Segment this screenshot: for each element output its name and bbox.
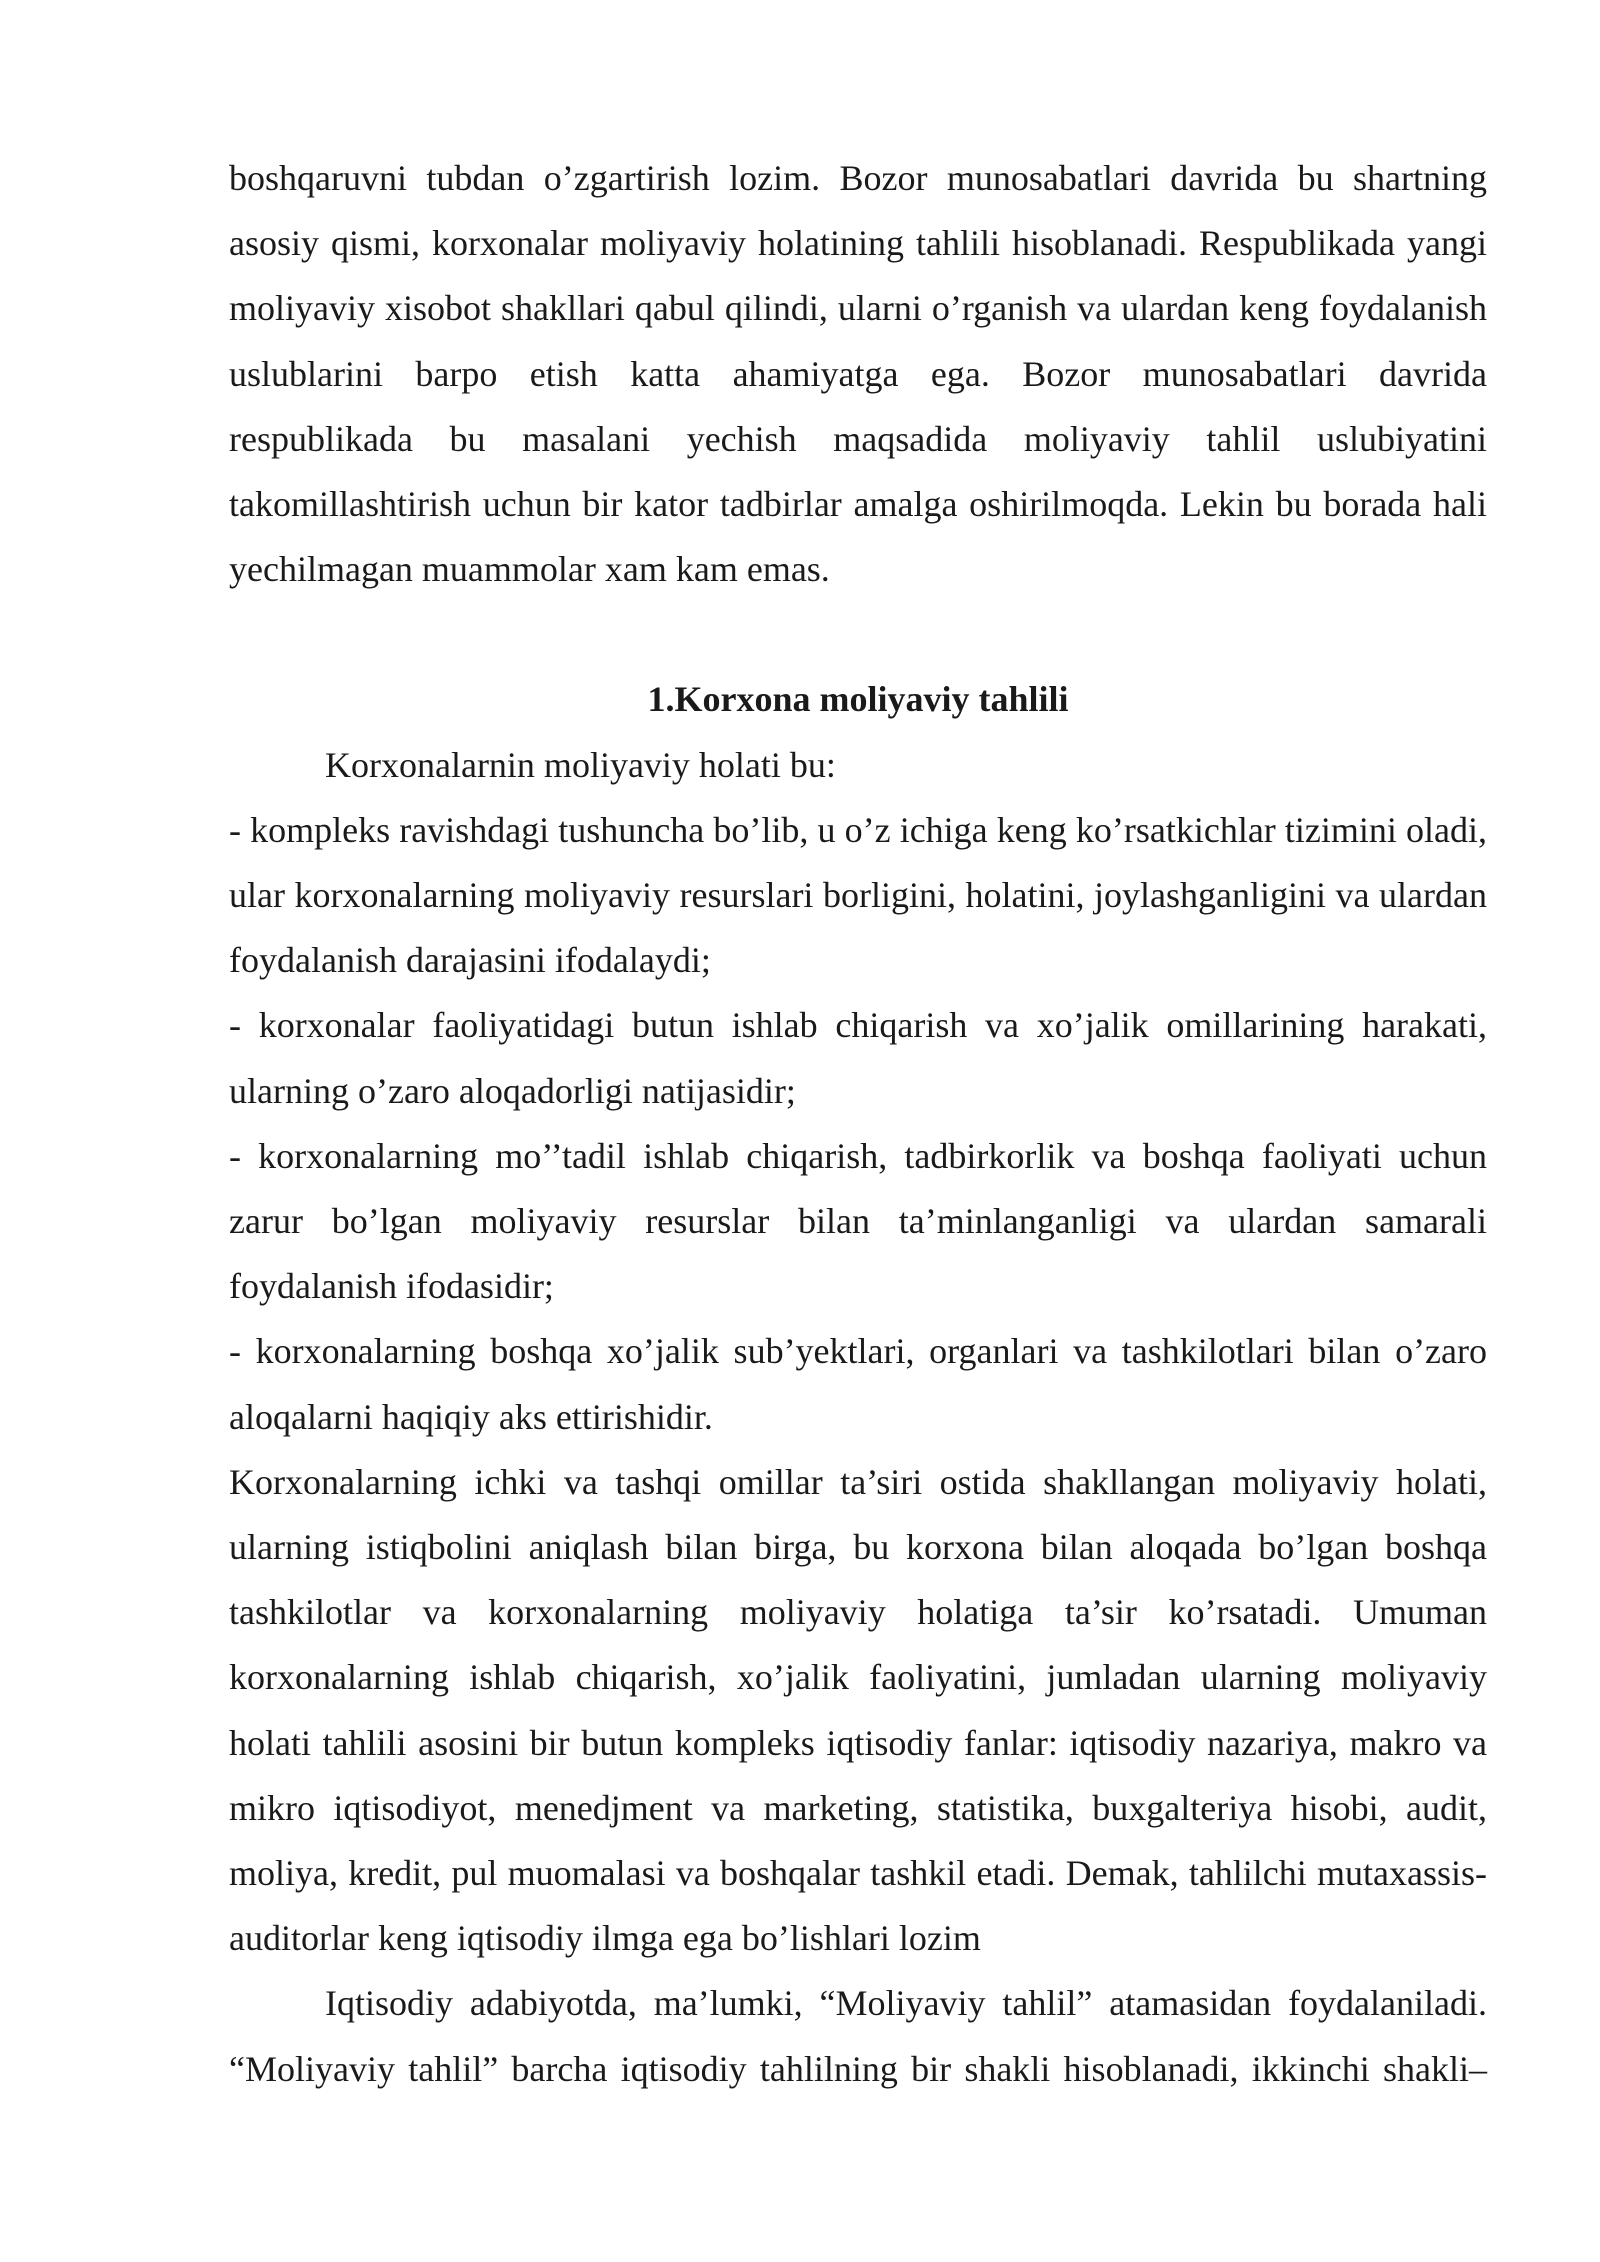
list-item: - korxonalar faoliyatidagi butun ishlab chiqarish va xo’jalik omillarining harakati, ularning o’zaro aloqadorligi natijasidir; [229,1005,1487,1111]
definition-intro: Korxonalarnin moliyaviy holati bu: [325,744,836,785]
final-paragraph: Iqtisodiy adabiyotda, ma’lumki, “Moliyaviy tahlil” atamasidan foydalaniladi. “Moliyaviy tahlil” barcha iqtisodiy tahlilning bir shakli hisoblanadi, ikkinchi shakli– [229,1983,1487,2089]
section-heading: 1.Korxona moliyaviy tahlili [647,679,1069,720]
document-body [229,146,1487,2102]
body-paragraph: Korxonalarning ichki va tashqi omillar ta’siri ostida shakllangan moliyaviy holati, ularning istiqbolini aniqlash bilan birga, bu korxona bilan aloqada bo’lgan boshqa tashkilotlar va korxonalarning moliyaviy holatiga ta’sir ko’rsatadi. Umuman korxonalarning ishlab chiqarish, xo’jalik faoliyatini, jumladan ularning moliyaviy holati tahlili asosini bir butun kompleks iqtisodiy fanlar: iqtisodiy nazariya, makro va mikro iqtisodiyot, menedjment va marketing, statistika, buxgalteriya hisobi, audit, moliya, kredit, pul muomalasi va boshqalar tashkil etadi. Demak, tahlilchi mutaxassis-auditorlar keng iqtisodiy ilmga ega bo’lishlari lozim [229,1461,1487,1959]
list-item: - korxonalarning boshqa xo’jalik sub’yektlari, organlari va tashkilotlari bilan o’zaro aloqalarni haqiqiy aks ettirishidir. [229,1331,1487,1437]
intro-paragraph: boshqaruvni tubdan o’zgartirish lozim. Bozor munosabatlari davrida bu shartning asosiy qismi, korxonalar moliyaviy holatining tahlili hisoblanadi. Respublikada yangi moliyaviy xisobot shakllari qabul qilindi, ularni o’rganish va ulardan keng foydalanish uslublarini barpo etish katta ahamiyatga ega. Bozor munosabatlari davrida respublikada bu masalani yechish maqsadida moliyaviy tahlil uslubiyatini takomillashtirish uchun bir kator tadbirlar amalga oshirilmoqda. Lekin bu borada hali yechilmagan muammolar xam kam emas. [229,158,1487,590]
list-item: - kompleks ravishdagi tushuncha bo’lib, u o’z ichiga keng ko’rsatkichlar tizimini oladi, ular korxonalarning moliyaviy resurslari borligini, holatini, joylashganligini va ulardan foydalanish darajasini ifodalaydi; [229,809,1487,981]
list-item: - korxonalarning mo’’tadil ishlab chiqarish, tadbirkorlik va boshqa faoliyati uchun zarur bo’lgan moliyaviy resurslar bilan ta’minlanganligi va ulardan samarali foydalanish ifodasidir; [229,1135,1487,1307]
